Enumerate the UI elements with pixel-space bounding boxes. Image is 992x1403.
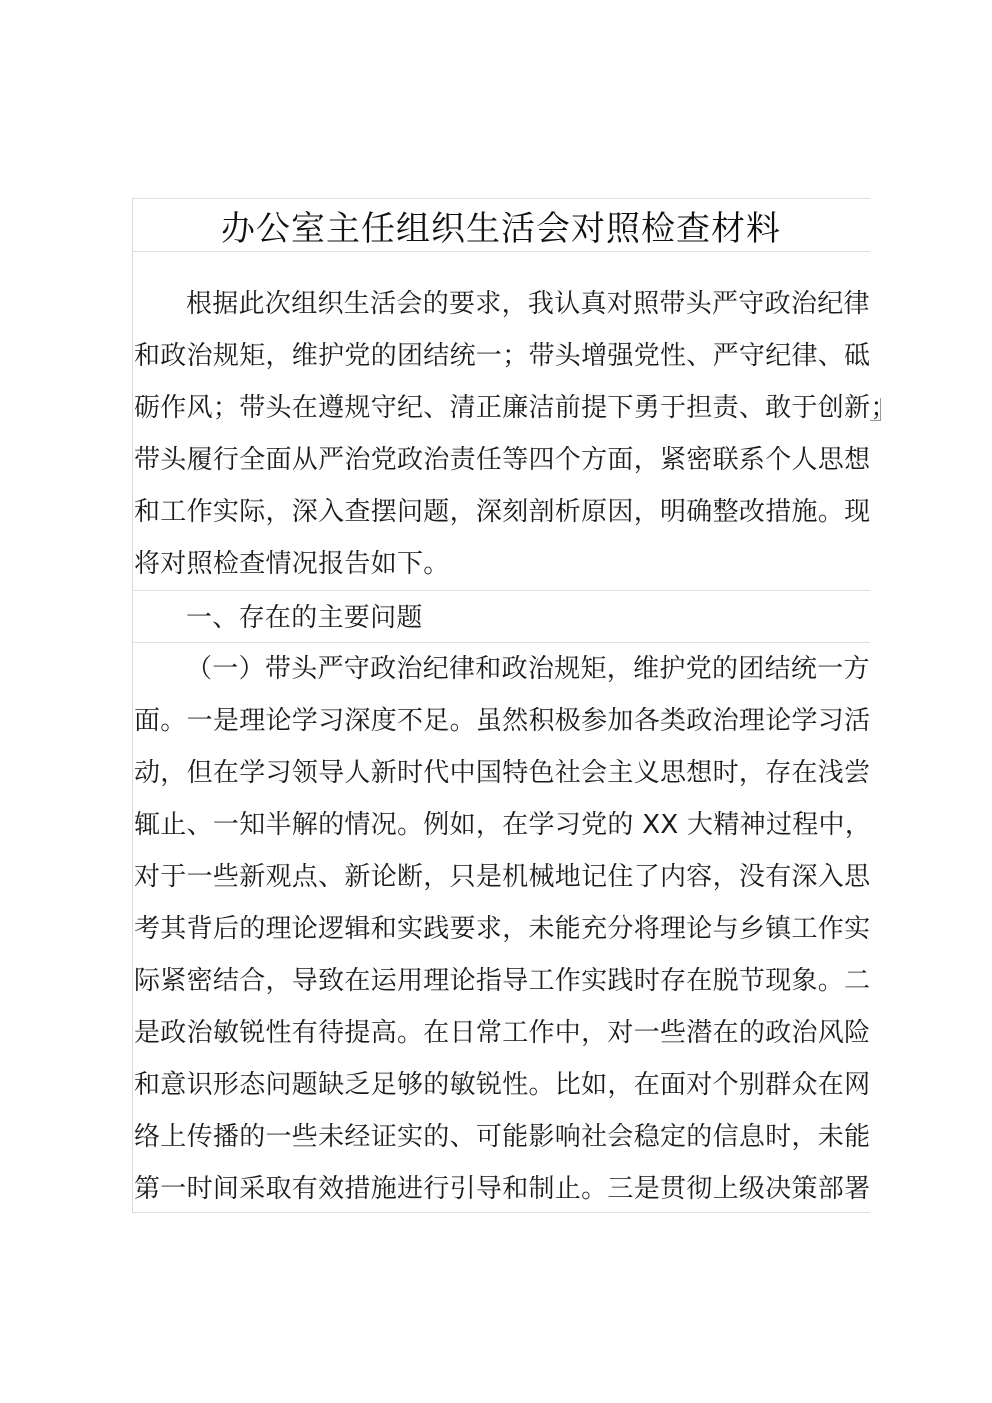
frame-rule	[132, 198, 870, 199]
paragraph-line: 第一时间采取有效措施进行引导和制止。三是贯彻上级决策部署	[134, 1174, 871, 1204]
section-heading: 一、存在的主要问题	[186, 603, 423, 633]
paragraph-line: 际紧密结合，导致在运用理论指导工作实践时存在脱节现象。二	[134, 966, 871, 996]
paragraph-line: 对于一些新观点、新论断，只是机械地记住了内容，没有深入思	[134, 862, 871, 892]
paragraph-line: 面。一是理论学习深度不足。虽然积极参加各类政治理论学习活	[134, 706, 871, 736]
paragraph-line: 带头履行全面从严治党政治责任等四个方面，紧密联系个人思想	[134, 445, 871, 475]
frame-left-border	[132, 198, 133, 1213]
paragraph-line: 考其背后的理论逻辑和实践要求，未能充分将理论与乡镇工作实	[134, 914, 871, 944]
paragraph-line: 动，但在学习领导人新时代中国特色社会主义思想时，存在浅尝	[134, 758, 871, 788]
paragraph-line: 和政治规矩，维护党的团结统一；带头增强党性、严守纪律、砥	[134, 341, 871, 371]
frame-rule	[132, 590, 870, 591]
paragraph-line: （一）带头严守政治纪律和政治规矩，维护党的团结统一方	[186, 654, 870, 684]
paragraph-line: 将对照检查情况报告如下。	[134, 549, 450, 579]
paragraph-line: 络上传播的一些未经证实的、可能影响社会稳定的信息时，未能	[134, 1122, 871, 1152]
paragraph-line: 和意识形态问题缺乏足够的敏锐性。比如，在面对个别群众在网	[134, 1070, 871, 1100]
paragraph-line: 和工作实际，深入查摆问题，深刻剖析原因，明确整改措施。现	[134, 497, 871, 527]
paragraph-line: 根据此次组织生活会的要求，我认真对照带头严守政治纪律	[186, 289, 870, 319]
paragraph-line: 是政治敏锐性有待提高。在日常工作中，对一些潜在的政治风险	[134, 1018, 871, 1048]
document-title: 办公室主任组织生活会对照检查材料	[221, 209, 781, 249]
text-boundary-marker	[870, 398, 881, 421]
paragraph-line: 砺作风；带头在遵规守纪、清正廉洁前提下勇于担责、敢于创新；	[134, 393, 897, 423]
paragraph-line: 辄止、一知半解的情况。例如，在学习党的 XX 大精神过程中，	[134, 810, 872, 840]
